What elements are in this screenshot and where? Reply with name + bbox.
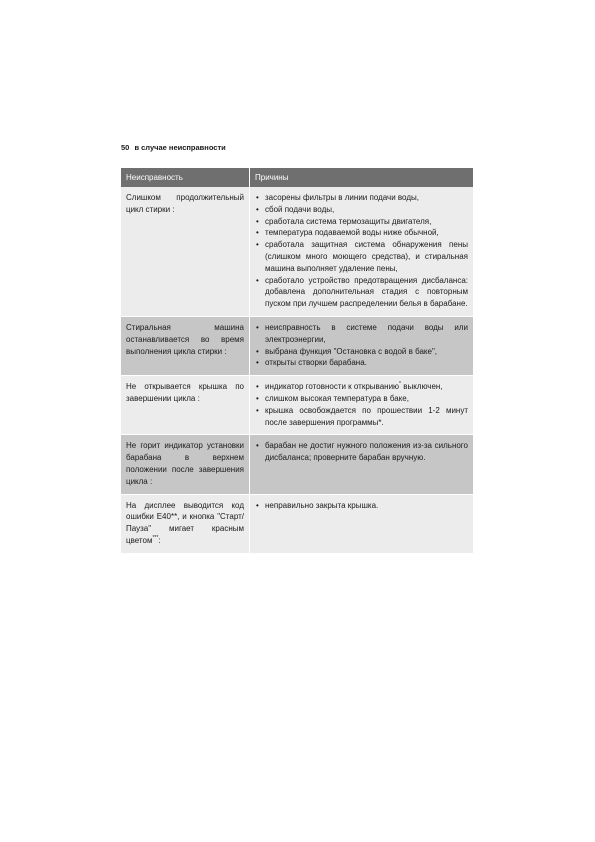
cause-item (255, 275, 468, 310)
cause-text: неисправность в системе подачи воды или электроэнергии, (265, 322, 468, 344)
problem-cell (121, 187, 250, 317)
cause-text: открыты створки барабана. (265, 358, 367, 368)
problem-text: На дисплее выводится код ошибки E40**, и кнопка "Старт/Пауза" мигает красным цветом (126, 500, 244, 545)
cause-item (255, 405, 468, 429)
causes-cell (250, 435, 473, 494)
column-header-causes: Причины (250, 168, 473, 187)
table-row (121, 317, 473, 376)
table-row (121, 376, 473, 435)
cause-text: температура подаваемой воды ниже обычной, (265, 228, 439, 238)
cause-text: крышка освобождается по прошествии 1-2 минут после завершения программы*. (265, 405, 468, 427)
bullet-icon: • (256, 346, 259, 356)
cause-item (255, 346, 468, 358)
cause-item (255, 440, 468, 464)
page-number: 50 (121, 143, 130, 152)
cause-item (255, 216, 468, 228)
cause-text: барабан не достиг нужного положения из-за сильного дисбаланса; проверните барабан вручную. (265, 441, 468, 463)
table-row (121, 187, 473, 317)
bullet-icon: • (256, 322, 259, 332)
bullet-icon: • (256, 382, 259, 392)
cause-text: слишком высокая температура в баке, (265, 393, 409, 403)
problem-text: Не открывается крышка по завершении цикла : (126, 382, 244, 403)
table-header-row (121, 168, 473, 187)
bullet-icon: • (256, 441, 259, 451)
cause-list (255, 192, 468, 310)
causes-cell (250, 376, 473, 435)
cause-item (255, 357, 468, 369)
bullet-icon: • (256, 240, 259, 250)
problem-cell (121, 495, 250, 554)
problem-cell (121, 435, 250, 494)
cause-item (255, 192, 468, 204)
column-header-problem: Неисправность (121, 168, 250, 187)
cause-list (255, 440, 468, 464)
footnote-marker: *** (152, 534, 159, 541)
bullet-icon: • (256, 193, 259, 202)
cause-text: засорены фильтры в линии подачи воды, (265, 193, 419, 202)
cause-item (255, 381, 468, 393)
cause-text: сбой подачи воды, (265, 204, 335, 214)
table-row (121, 495, 473, 554)
table-row (121, 435, 473, 494)
problem-cell (121, 317, 250, 376)
bullet-icon: • (256, 204, 259, 214)
bullet-icon: • (256, 500, 259, 510)
cause-text: сработало устройство предотвращения дисбаланса: добавлена дополнительная стадия с повторным пуском при лучшем распределении белья в барабане. (265, 275, 468, 309)
bullet-icon: • (256, 358, 259, 368)
cause-list (255, 381, 468, 428)
footnote-marker: * (399, 381, 401, 388)
causes-cell (250, 187, 473, 317)
troubleshooting-table (121, 168, 473, 554)
bullet-icon: • (256, 393, 259, 403)
bullet-icon: • (256, 275, 259, 285)
bullet-icon: • (256, 405, 259, 415)
cause-item (255, 393, 468, 405)
causes-cell (250, 317, 473, 376)
cause-text-tail: выключен, (401, 382, 443, 392)
problem-text: Стиральная машина останавливается во время выполнения цикла стирки : (126, 322, 244, 356)
problem-text: Слишком продолжительный цикл стирки : (126, 193, 244, 214)
cause-list (255, 322, 468, 369)
cause-text: сработала защитная система обнаружения пены (слишком много моющего средства), и стиральная машина выполняет удаление пены, (265, 240, 468, 273)
cause-text: выбрана функция "Остановка с водой в баке", (265, 346, 438, 356)
cause-item (255, 239, 468, 274)
causes-cell (250, 495, 473, 554)
bullet-icon: • (256, 216, 259, 226)
cause-item (255, 322, 468, 346)
cause-text: неправильно закрыта крышка. (265, 500, 379, 510)
cause-item (255, 500, 468, 512)
page-header (121, 143, 226, 152)
cause-text: сработала система термозащиты двигателя, (265, 216, 432, 226)
bullet-icon: • (256, 228, 259, 238)
cause-item (255, 204, 468, 216)
cause-text: индикатор готовности к открыванию (265, 382, 400, 392)
cause-item (255, 227, 468, 239)
problem-text-tail: : (158, 535, 161, 545)
section-title: в случае неисправности (134, 143, 226, 152)
cause-list (255, 500, 468, 512)
problem-text: Не горит индикатор установки барабана в верхнем положении после завершения цикла : (126, 441, 244, 486)
problem-cell (121, 376, 250, 435)
